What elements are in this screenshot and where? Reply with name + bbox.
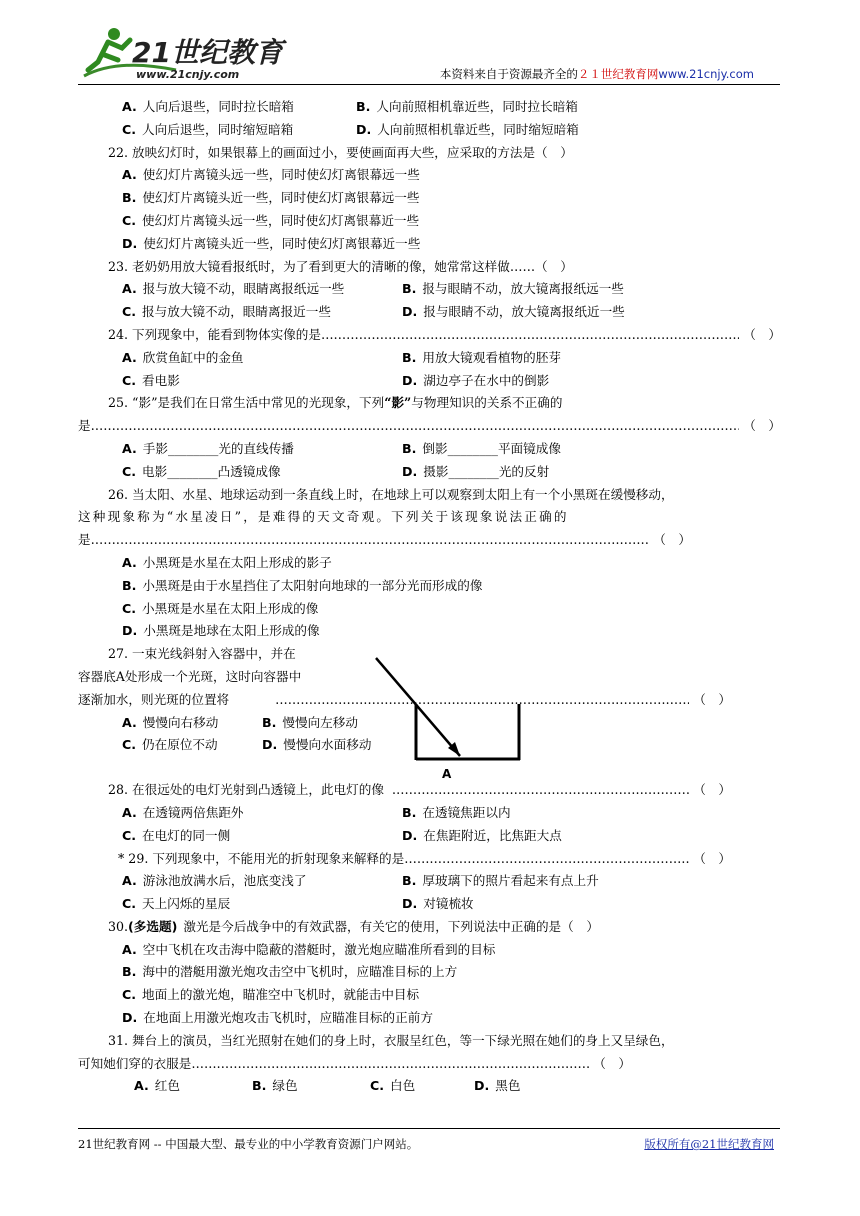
option-row: A. 空中飞机在攻击海中隐蔽的潜艇时，激光炮应瞄准所看到的目标 <box>122 941 496 957</box>
option-row: A. 红色 B. 绿色 C. 白色 D. 黑色 <box>134 1078 521 1094</box>
option-row: D. 小黑斑是地球在太阳上形成的像 <box>122 623 320 639</box>
option-row: C. 使幻灯片离镜头远一些，同时使幻灯离银幕近一些 <box>122 212 420 228</box>
logo <box>78 18 288 88</box>
question-stem: 31. 舞台上的演员，当红光照射在她们的身上时，衣服呈红色，等一下绿光照在她们的身上又呈绿色， <box>108 1032 674 1048</box>
option-row: C. 看电影 D. 湖边亭子在水中的倒影 <box>122 372 550 388</box>
option-row: C. 小黑斑是水星在太阳上形成的像 <box>122 600 319 616</box>
question-stem: 是 ………………………………………………………………………………………………………………………………………………………………………………………… （ ） <box>78 415 781 438</box>
option-row: B. 海中的潜艇用激光炮攻击空中飞机时，应瞄准目标的上方 <box>122 964 458 980</box>
spot-label: A <box>442 767 452 781</box>
header-note: 本资料来自于资源最齐全的２１世纪教育网www.21cnjy.com <box>439 67 754 81</box>
footer-divider <box>78 1128 780 1129</box>
option-row: D. 在地面上用激光炮攻击飞机时，应瞄准目标的正前方 <box>122 1010 433 1026</box>
option-row: A. 使幻灯片离镜头远一些，同时使幻灯离银幕远一些 <box>122 167 420 183</box>
option-row: A. 慢慢向右移动 B. 慢慢向左移动 <box>122 714 358 730</box>
option-row: C. 电影________凸透镜成像 D. 摄影________光的反射 <box>122 463 550 479</box>
question-stem: 是 ………………………………………………………………………………………………………………………………………………………………………………………… （ ） <box>78 529 781 552</box>
question-stem: * 29. 下列现象中，不能用光的折射现象来解释的是 ………………………………………………………………………………………………………………………………………………………………………………………… （ ） <box>78 848 781 871</box>
question-stem: 可知她们穿的衣服是 ………………………………………………………………………………………………………………………………………………………………………………………… （ ） <box>78 1053 781 1076</box>
option-row: A. 在透镜两倍焦距外 B. 在透镜焦距以内 <box>122 804 511 820</box>
question-stem: 22. 放映幻灯时，如果银幕上的画面过小，要使画面再大些，应采取的方法是（ ） <box>108 144 573 160</box>
footer-copyright-link[interactable]: 版权所有@21世纪教育网 <box>644 1137 774 1151</box>
option-row: D. 使幻灯片离镜头近一些，同时使幻灯离银幕近一些 <box>122 235 421 251</box>
footer-text: 21世纪教育网 -- 中国最大型、最专业的中小学教育资源门户网站。 <box>78 1137 419 1151</box>
logo-url: www.21cnjy.com <box>136 68 240 81</box>
option-row: A. 游泳池放满水后，池底变浅了 B. 厚玻璃下的照片看起来有点上升 <box>122 873 599 889</box>
option-row: A. 手影________光的直线传播 B. 倒影________平面镜成像 <box>122 440 561 456</box>
logo-graphic <box>78 18 288 88</box>
logo-text: 21世纪教育 <box>132 36 283 69</box>
option-row: C. 报与放大镜不动，眼睛离报近一些 D. 报与眼睛不动，放大镜离报纸近一些 <box>122 304 625 320</box>
question-stem: 24. 下列现象中，能看到物体实像的是 ………………………………………………………………………………………………………………………………………………………………………………………… （ ） <box>78 324 781 347</box>
header-link[interactable]: www.21cnjy.com <box>658 67 754 81</box>
option-row: A. 小黑斑是水星在太阳上形成的影子 <box>122 554 332 570</box>
question-stem: 23. 老奶奶用放大镜看报纸时，为了看到更大的清晰的像，她常常这样做……（ ） <box>108 258 573 274</box>
light-beam-container-diagram <box>368 652 528 788</box>
question-sheet <box>78 96 781 1098</box>
option-row: C. 人向后退些，同时缩短暗箱 D. 人向前照相机靠近些，同时缩短暗箱 <box>122 121 579 137</box>
question-stem: 逐渐加水，则光斑的位置将 ………………………………………………………………………………………………………………………………………………………………………………………… （ ） <box>78 689 781 712</box>
option-row: A. 欣赏鱼缸中的金鱼 B. 用放大镜观看植物的胚芽 <box>122 349 561 365</box>
option-row: C. 仍在原位不动 D. 慢慢向水面移动 <box>122 737 372 753</box>
option-row: C. 在电灯的同一侧 D. 在焦距附近，比焦距大点 <box>122 827 562 843</box>
question-stem: 25. “影”是我们在日常生活中常见的光现象，下列“影”与物理知识的关系不正确的 <box>108 395 563 411</box>
question-stem: 27. 一束光线斜射入容器中，并在 <box>108 646 296 662</box>
light-ray <box>376 658 460 756</box>
option-row: B. 小黑斑是由于水星挡住了太阳射向地球的一部分光而形成的像 <box>122 577 483 593</box>
header-divider <box>78 84 780 85</box>
option-row: B. 使幻灯片离镜头近一些，同时使幻灯离银幕远一些 <box>122 190 420 206</box>
option-row: C. 天上闪烁的星辰 D. 对镜梳妆 <box>122 896 474 912</box>
question-stem: 28. 在很远处的电灯光射到凸透镜上，此电灯的像 ………………………………………………………………………………………………………………………………………………………………………………………… （ ） <box>78 779 781 802</box>
question-stem: 容器底A处形成一个光斑，这时向容器中 <box>78 668 302 684</box>
question-stem: 30. (多选题) 激光是今后战争中的有效武器，有关它的使用，下列说法中正确的是（ ） <box>108 918 599 934</box>
question-stem: 26. 当太阳、水星、地球运动到一条直线上时，在地球上可以观察到太阳上有一个小黑斑在缓慢移动， <box>108 486 674 502</box>
option-row: A. 人向后退些，同时拉长暗箱 B. 人向前照相机靠近些，同时拉长暗箱 <box>122 99 578 114</box>
option-row: C. 地面上的激光炮，瞄准空中飞机时，就能击中目标 <box>122 987 420 1003</box>
option-row: A. 报与放大镜不动，眼睛离报纸远一些 B. 报与眼睛不动，放大镜离报纸远一些 <box>122 281 624 297</box>
question-stem: 这种现象称为“水星凌日”，是难得的天文奇观。下列关于该现象说法正确的 <box>78 509 569 525</box>
